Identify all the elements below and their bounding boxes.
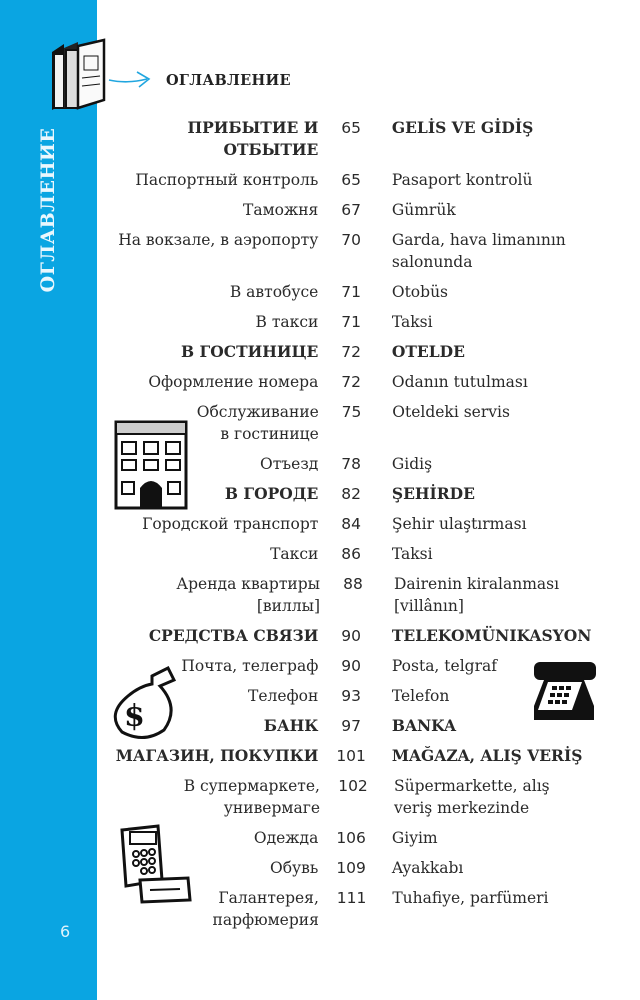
hotel-building-icon: [114, 418, 188, 510]
toc-page: 70: [341, 231, 361, 249]
toc-ru: Отъезд: [260, 455, 319, 473]
toc-page: 86: [341, 545, 361, 563]
books-icon: [48, 38, 110, 114]
toc-ru: Почта, телеграф: [181, 657, 319, 675]
toc-row[interactable]: [100, 117, 640, 161]
toc-tr: Posta, telgraf: [391, 657, 497, 675]
toc-page: 67: [341, 201, 361, 219]
toc-page: 102: [338, 777, 368, 795]
toc-page: 88: [343, 575, 363, 593]
toc-row[interactable]: [100, 775, 640, 819]
toc-ru: ПРИБЫТИЕ И ОТБЫТИЕ: [187, 118, 319, 159]
toc-page: 90: [341, 627, 361, 645]
toc-row[interactable]: [100, 169, 640, 191]
toc-ru: В супермаркете, универмаге: [183, 777, 320, 817]
toc-row[interactable]: [100, 281, 640, 303]
toc-tr: Pasaport kontrolü: [391, 171, 533, 189]
toc-page: 72: [341, 343, 361, 361]
toc-ru: Одежда: [253, 829, 319, 847]
sidebar-title: ОГЛАВЛЕНИЕ: [37, 127, 59, 293]
toc-tr: MAĞAZA, ALIŞ VERİŞ: [391, 746, 583, 765]
money-bag-icon: [110, 664, 180, 740]
toc-ru: В такси: [255, 313, 319, 331]
toc-tr: GELİS VE GİDİŞ: [391, 118, 534, 137]
toc-ru: МАГАЗИН, ПОКУПКИ: [115, 746, 319, 765]
toc-ru: В автобусе: [229, 283, 319, 301]
toc-page: 78: [341, 455, 361, 473]
toc-ru: Обслуживание в гостинице: [196, 403, 319, 443]
toc-tr: Süpermarkette, alış veriş merkezinde: [394, 777, 550, 817]
toc-tr: Dairenin kiralanması [villânın]: [394, 575, 560, 615]
cash-register-icon: [118, 822, 192, 904]
toc-page: 82: [341, 485, 361, 503]
toc-page: 90: [341, 657, 361, 675]
telephone-icon: [528, 660, 600, 726]
toc-tr: BANKA: [391, 716, 457, 735]
toc-page: 111: [336, 889, 367, 907]
toc-page: 71: [341, 283, 361, 301]
toc-page: 65: [341, 119, 361, 137]
toc-page: 109: [336, 859, 366, 877]
toc-page: 75: [341, 403, 362, 421]
toc-tr: Otobüs: [391, 283, 449, 301]
toc-tr: OTELDE: [391, 342, 465, 361]
toc-tr: Odanın tutulması: [391, 373, 528, 391]
toc-ru: Телефон: [248, 687, 319, 705]
toc-table: [100, 117, 640, 939]
toc-tr: Taksi: [391, 313, 433, 331]
toc-ru: Обувь: [270, 859, 319, 877]
toc-page: 106: [336, 829, 366, 847]
page-number: 6: [60, 922, 71, 941]
toc-ru: Аренда квартиры [виллы]: [176, 575, 320, 615]
toc-row[interactable]: [100, 311, 640, 333]
toc-tr: Garda, hava limanının salonunda: [391, 231, 566, 271]
toc-ru: В ГОРОДЕ: [224, 484, 319, 503]
section-heading: ОГЛАВЛЕНИЕ: [166, 72, 291, 89]
toc-ru: Оформление номера: [148, 373, 319, 391]
toc-ru: СРЕДСТВА СВЯЗИ: [148, 626, 319, 645]
toc-row[interactable]: [100, 199, 640, 221]
toc-ru: Галантерея, парфюмерия: [212, 889, 319, 929]
toc-ru: Паспортный контроль: [135, 171, 319, 189]
toc-row[interactable]: [100, 573, 640, 617]
toc-row[interactable]: [100, 543, 640, 565]
toc-tr: Taksi: [391, 545, 433, 563]
toc-tr: Oteldeki servis: [392, 403, 510, 421]
toc-tr: Şehir ulaştırması: [391, 515, 527, 533]
toc-ru: На вокзале, в аэропорту: [118, 231, 319, 249]
toc-page: 97: [341, 717, 361, 735]
toc-page: 101: [336, 747, 366, 765]
toc-ru: Таможня: [243, 201, 319, 219]
toc-tr: Telefon: [391, 687, 450, 705]
toc-row[interactable]: [100, 229, 640, 273]
svg-text:$: $: [124, 699, 145, 734]
arrow-icon: [107, 70, 153, 92]
sidebar: [0, 0, 97, 1000]
toc-ru: В ГОСТИНИЦЕ: [181, 342, 319, 361]
toc-tr: Gümrük: [391, 201, 456, 219]
toc-row[interactable]: [100, 745, 640, 767]
toc-row[interactable]: [100, 341, 640, 363]
toc-tr: ŞEHİRDE: [391, 484, 475, 503]
toc-tr: Tuhafiye, parfümeri: [392, 889, 549, 907]
toc-ru: Городской транспорт: [142, 515, 319, 533]
toc-tr: TELEKOMÜNIKASYON: [391, 626, 592, 645]
toc-tr: Giyim: [391, 829, 438, 847]
toc-ru: БАНК: [263, 716, 319, 735]
toc-row[interactable]: [100, 625, 640, 647]
toc-row[interactable]: [100, 513, 640, 535]
toc-page: 72: [341, 373, 361, 391]
toc-page: 93: [341, 687, 361, 705]
toc-page: 84: [341, 515, 361, 533]
toc-page: 65: [341, 171, 361, 189]
toc-page: 71: [341, 313, 361, 331]
toc-ru: Такси: [270, 545, 319, 563]
toc-tr: Gidiş: [391, 455, 433, 473]
toc-tr: Ayakkabı: [391, 859, 464, 877]
toc-row[interactable]: [100, 371, 640, 393]
